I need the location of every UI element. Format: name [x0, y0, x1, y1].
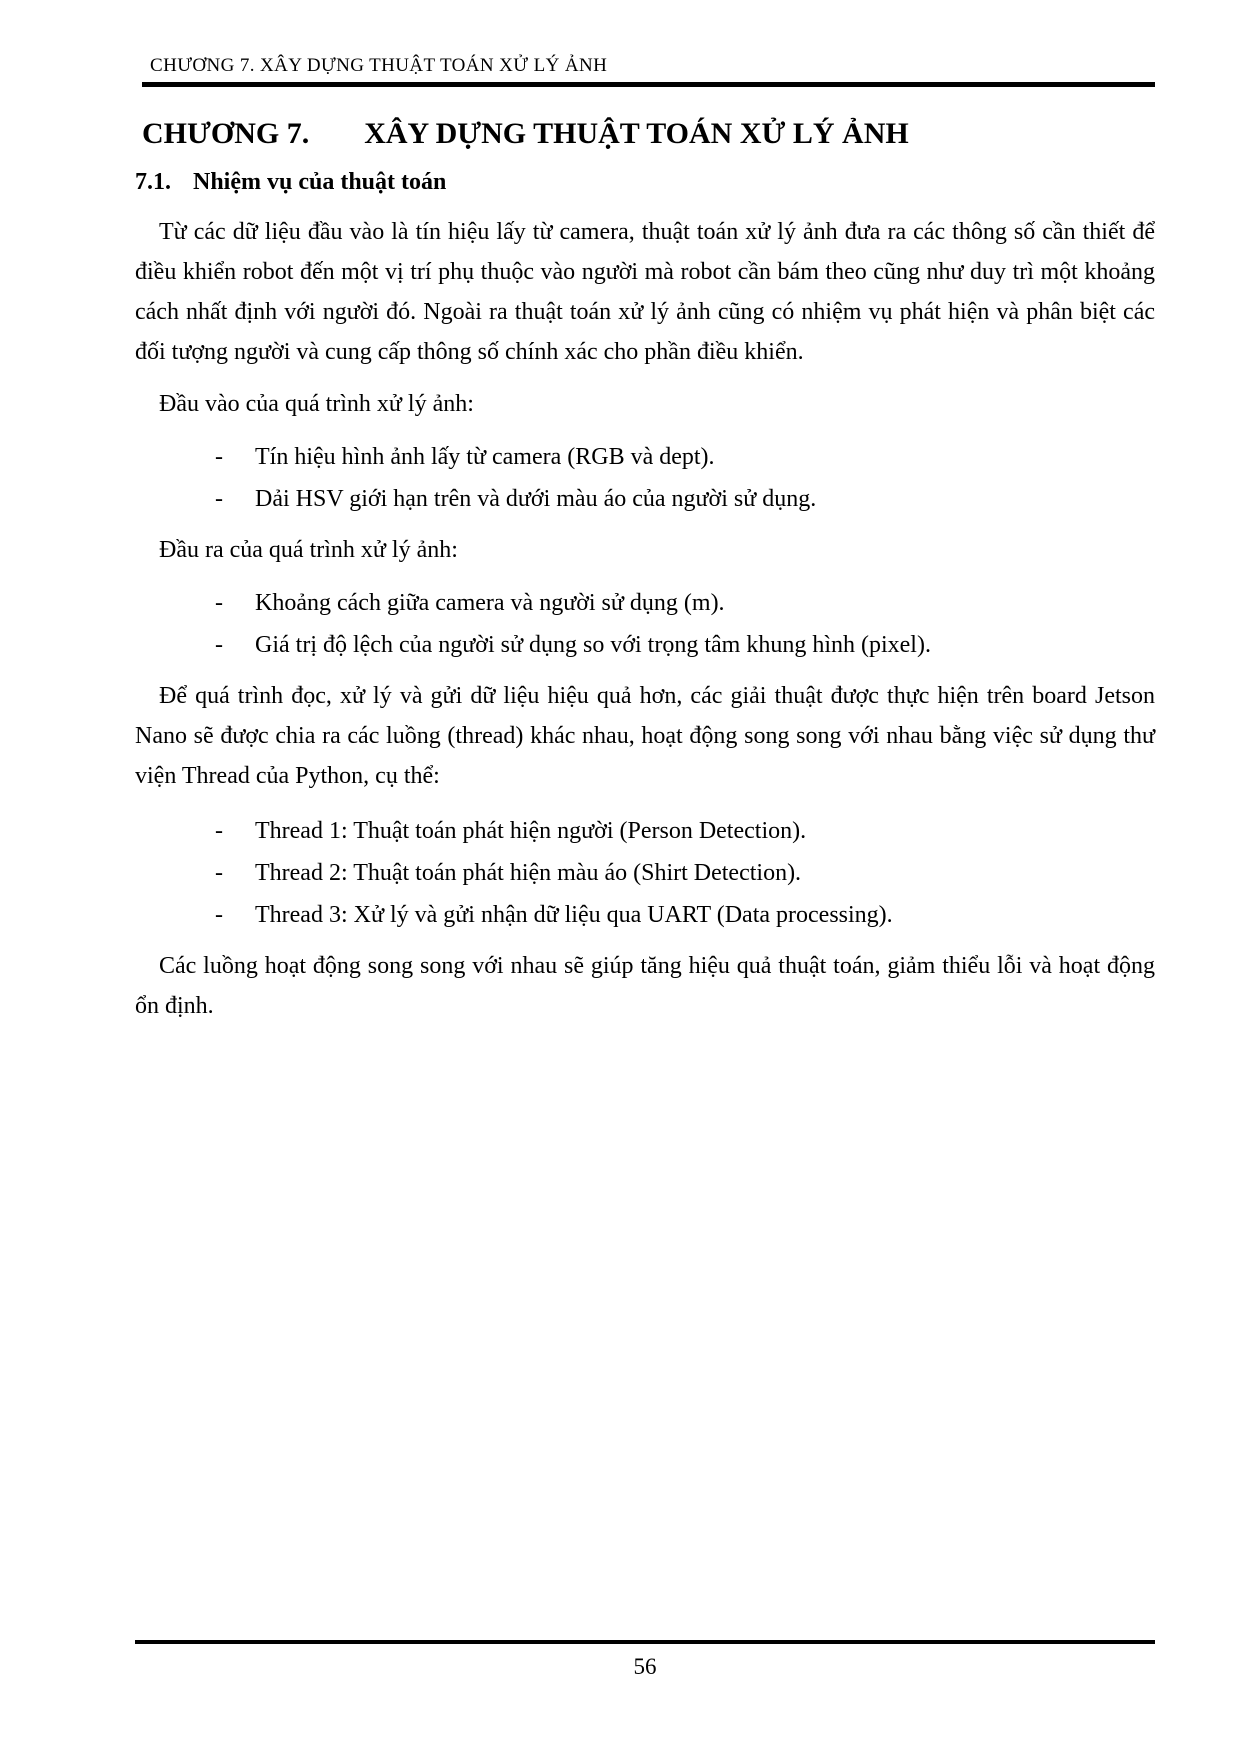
running-header	[150, 55, 607, 77]
list-item	[135, 852, 1155, 894]
chapter-title	[135, 112, 1155, 156]
paragraph-closing: Các luồng hoạt động song song với nhau sẽ giúp tăng hiệu quả thuật toán, giảm thiểu lỗi và hoạt động ổn định.	[135, 953, 1155, 1019]
header-rule	[142, 82, 1155, 87]
thread-list	[135, 810, 1155, 936]
paragraph-output-heading: Đầu ra của quá trình xử lý ảnh:	[159, 537, 458, 563]
section-number: 7.1.	[135, 169, 171, 195]
paragraph-input-heading: Đầu vào của quá trình xử lý ảnh:	[159, 391, 474, 417]
bullet-dash: -	[215, 590, 223, 616]
paragraph-intro: Từ các dữ liệu đầu vào là tín hiệu lấy từ camera, thuật toán xử lý ảnh đưa ra các thông số cần thiết để điều khiển robot đến một vị trí phụ thuộc vào người mà robot cần bám theo cũng như duy trì một khoảng cách nhất định với người đó. Ngoài ra thuật toán xử lý ảnh cũng có nhiệm vụ phát hiện và phân biệt các đối tượng người và cung cấp thông số chính xác cho phần điều khiển.	[135, 219, 1155, 365]
list-item	[135, 894, 1155, 936]
footer-rule	[135, 1640, 1155, 1644]
list-item-text: Khoảng cách giữa camera và người sử dụng (m).	[255, 590, 725, 616]
paragraph-threads: Để quá trình đọc, xử lý và gửi dữ liệu hiệu quả hơn, các giải thuật được thực hiện trên board Jetson Nano sẽ được chia ra các luồng (thread) khác nhau, hoạt động song song với nhau bằng việc sử dụng thư viện Thread của Python, cụ thể:	[135, 683, 1155, 789]
list-item-text: Thread 2: Thuật toán phát hiện màu áo (Shirt Detection).	[255, 860, 802, 886]
input-list	[135, 436, 1155, 520]
list-item-text: Thread 1: Thuật toán phát hiện người (Person Detection).	[255, 818, 807, 844]
output-list	[135, 582, 1155, 666]
section-title: Nhiệm vụ của thuật toán	[193, 169, 447, 195]
page-number: 56	[633, 1654, 657, 1679]
bullet-dash: -	[215, 860, 223, 886]
page-content	[135, 112, 1155, 1038]
bullet-dash: -	[215, 632, 223, 658]
bullet-dash: -	[215, 444, 223, 470]
chapter-name: XÂY DỰNG THUẬT TOÁN XỬ LÝ ẢNH	[364, 117, 909, 150]
list-item	[135, 436, 1155, 478]
running-header-text: CHƯƠNG 7. XÂY DỰNG THUẬT TOÁN XỬ LÝ ẢNH	[150, 55, 608, 76]
bullet-dash: -	[215, 818, 223, 844]
section-heading	[135, 162, 1155, 202]
bullet-dash: -	[215, 486, 223, 512]
bullet-dash: -	[215, 902, 223, 928]
list-item-text: Giá trị độ lệch của người sử dụng so với trọng tâm khung hình (pixel).	[255, 632, 931, 658]
list-item-text: Dải HSV giới hạn trên và dưới màu áo của người sử dụng.	[255, 486, 817, 512]
chapter-number: CHƯƠNG 7.	[142, 117, 310, 150]
list-item	[135, 810, 1155, 852]
list-item	[135, 478, 1155, 520]
list-item-text: Tín hiệu hình ảnh lấy từ camera (RGB và dept).	[255, 444, 715, 470]
list-item	[135, 624, 1155, 666]
list-item-text: Thread 3: Xử lý và gửi nhận dữ liệu qua UART (Data processing).	[255, 902, 893, 928]
list-item	[135, 582, 1155, 624]
